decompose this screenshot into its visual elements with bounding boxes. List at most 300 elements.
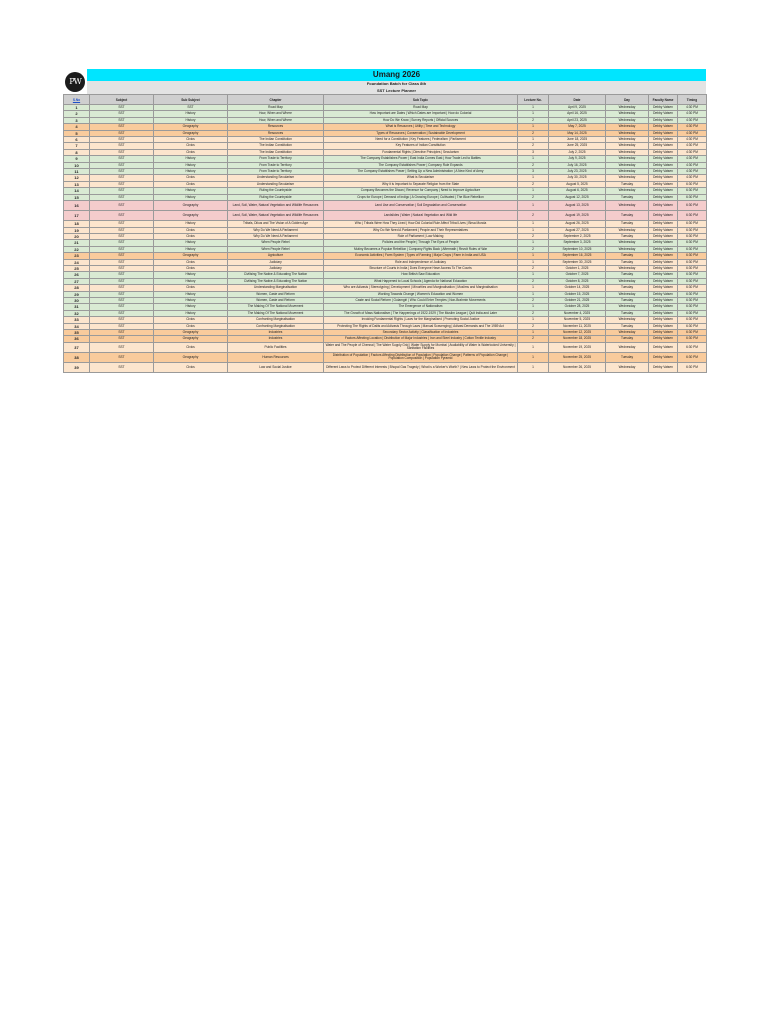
- table-row: [64, 352, 707, 362]
- planner-subtitle: SST Lecture Planner: [87, 87, 706, 94]
- serial-number-cell: 29: [64, 291, 90, 297]
- timing-cell: 4:30 PM: [678, 156, 707, 162]
- chapter-cell: Ruling the Countryside: [228, 194, 324, 200]
- lecture-number-cell: 1: [518, 259, 549, 265]
- day-cell: Tuesday: [606, 336, 649, 342]
- timing-cell: 6:30 PM: [678, 221, 707, 227]
- day-cell: Tuesday: [606, 285, 649, 291]
- day-cell: Tuesday: [606, 352, 649, 362]
- subject-cell: SST: [90, 169, 154, 175]
- date-cell: July 30, 2025: [549, 175, 606, 181]
- sub-topic-cell: How British Saw Education: [324, 272, 518, 278]
- faculty-name-cell: Debby Vatsen: [649, 253, 678, 259]
- lecture-number-cell: 1: [518, 362, 549, 372]
- chapter-cell: Human Resources: [228, 352, 324, 362]
- day-cell: Tuesday: [606, 297, 649, 303]
- timing-cell: 6:30 PM: [678, 304, 707, 310]
- sub-topic-cell: The Company Establishes Power | East India Comes East | How Trade Led to Battles: [324, 156, 518, 162]
- serial-number-cell: 39: [64, 362, 90, 372]
- faculty-name-cell: Debby Vatsen: [649, 265, 678, 271]
- date-cell: August 26, 2025: [549, 221, 606, 227]
- subject-cell: SST: [90, 188, 154, 194]
- timing-cell: 6:30 PM: [678, 285, 707, 291]
- sub-topic-cell: Mutiny Becomes a Popular Rebellion | Company Fights Back | Aftermath | Revolt Rules of War: [324, 246, 518, 252]
- chapter-cell: When People Rebel: [228, 246, 324, 252]
- date-cell: August 12, 2025: [549, 194, 606, 200]
- serial-number-cell: 6: [64, 137, 90, 143]
- date-cell: November 19, 2025: [549, 342, 606, 352]
- day-cell: Wednesday: [606, 162, 649, 168]
- serial-number-cell: 17: [64, 211, 90, 221]
- subject-cell: SST: [90, 240, 154, 246]
- serial-number-cell: 8: [64, 149, 90, 155]
- sub-subject-cell: SST: [154, 105, 228, 111]
- lecture-number-cell: 1: [518, 352, 549, 362]
- faculty-name-cell: Debby Vatsen: [649, 181, 678, 187]
- faculty-name-cell: Debby Vatsen: [649, 323, 678, 329]
- date-cell: September 10, 2025: [549, 246, 606, 252]
- date-cell: July 9, 2025: [549, 156, 606, 162]
- chapter-cell: Industries: [228, 336, 324, 342]
- sub-topic-cell: What is Resources | Utility | Time and Technology: [324, 124, 518, 130]
- sub-topic-cell: Who are Adivasis | Stereotyping | Development | Minorities and Marginalisation | Muslims and Marginalisation: [324, 285, 518, 291]
- lecture-number-cell: 2: [518, 297, 549, 303]
- chapter-cell: The Indian Constitution: [228, 137, 324, 143]
- date-cell: October 8, 2025: [549, 278, 606, 284]
- date-cell: April 23, 2025: [549, 117, 606, 123]
- day-cell: Wednesday: [606, 246, 649, 252]
- faculty-name-cell: Debby Vatsen: [649, 342, 678, 352]
- serial-number-cell: 35: [64, 330, 90, 336]
- chapter-cell: Industries: [228, 330, 324, 336]
- faculty-name-cell: Debby Vatsen: [649, 130, 678, 136]
- serial-number-cell: 22: [64, 246, 90, 252]
- sub-subject-cell: Civics: [154, 233, 228, 239]
- chapter-cell: Women, Caste and Reform: [228, 291, 324, 297]
- lecture-number-cell: 2: [518, 310, 549, 316]
- sub-topic-cell: Factors Affecting Location | Distribution of Major Industries | Iron and Steel Industry | Cotton Textile Industry: [324, 336, 518, 342]
- sub-subject-cell: Geography: [154, 201, 228, 211]
- timing-cell: 6:30 PM: [678, 272, 707, 278]
- chapter-cell: From Trade to Territory: [228, 162, 324, 168]
- sub-subject-cell: Civics: [154, 143, 228, 149]
- serial-number-cell: 2: [64, 111, 90, 117]
- faculty-name-cell: Debby Vatsen: [649, 227, 678, 233]
- date-cell: October 14, 2025: [549, 285, 606, 291]
- sub-subject-cell: History: [154, 304, 228, 310]
- sub-topic-cell: The Company Establishes Power | Setting Up a New Administration | A New Kind of Army: [324, 169, 518, 175]
- faculty-name-cell: Debby Vatsen: [649, 117, 678, 123]
- faculty-name-cell: Debby Vatsen: [649, 233, 678, 239]
- chapter-cell: Understanding Secularism: [228, 181, 324, 187]
- date-cell: October 21, 2025: [549, 297, 606, 303]
- date-cell: November 4, 2025: [549, 310, 606, 316]
- subject-cell: SST: [90, 201, 154, 211]
- subject-cell: SST: [90, 323, 154, 329]
- day-cell: Tuesday: [606, 253, 649, 259]
- timing-cell: 6:30 PM: [678, 362, 707, 372]
- faculty-name-cell: Debby Vatsen: [649, 188, 678, 194]
- timing-cell: 4:30 PM: [678, 143, 707, 149]
- sub-subject-cell: Civics: [154, 259, 228, 265]
- date-cell: November 25, 2025: [549, 352, 606, 362]
- batch-subtitle: Foundation Batch for Class 8th: [87, 81, 706, 87]
- sub-subject-cell: Civics: [154, 342, 228, 352]
- date-cell: September 2, 2025: [549, 233, 606, 239]
- date-cell: April 16, 2025: [549, 111, 606, 117]
- serial-number-cell: 15: [64, 194, 90, 200]
- date-cell: July 2, 2025: [549, 149, 606, 155]
- sub-subject-cell: Geography: [154, 352, 228, 362]
- table-row: [64, 211, 707, 221]
- day-cell: Wednesday: [606, 362, 649, 372]
- day-cell: Wednesday: [606, 143, 649, 149]
- column-header-faculty-name: Faculty Name: [649, 95, 678, 105]
- day-cell: Wednesday: [606, 278, 649, 284]
- serial-number-cell: 13: [64, 181, 90, 187]
- faculty-name-cell: Debby Vatsen: [649, 278, 678, 284]
- chapter-cell: How, When and Where: [228, 111, 324, 117]
- faculty-name-cell: Debby Vatsen: [649, 124, 678, 130]
- sub-subject-cell: History: [154, 272, 228, 278]
- timing-cell: 6:30 PM: [678, 201, 707, 211]
- lecture-number-cell: 1: [518, 330, 549, 336]
- timing-cell: 4:30 PM: [678, 105, 707, 111]
- chapter-cell: Understanding Marginalisation: [228, 285, 324, 291]
- sub-topic-cell: Types of Resources | Conservation | Sustainable Development: [324, 130, 518, 136]
- lecture-number-cell: 2: [518, 211, 549, 221]
- chapter-cell: The Indian Constitution: [228, 149, 324, 155]
- subject-cell: SST: [90, 143, 154, 149]
- date-cell: August 13, 2025: [549, 201, 606, 211]
- day-cell: Tuesday: [606, 233, 649, 239]
- sub-topic-cell: Invoking Fundamental Rights | Laws for the Marginalised | Promoting Social Justice: [324, 317, 518, 323]
- date-cell: July 16, 2025: [549, 162, 606, 168]
- faculty-name-cell: Debby Vatsen: [649, 362, 678, 372]
- faculty-name-cell: Debby Vatsen: [649, 259, 678, 265]
- serial-number-cell: 20: [64, 233, 90, 239]
- faculty-name-cell: Debby Vatsen: [649, 137, 678, 143]
- pw-logo-icon: PW: [65, 72, 85, 92]
- sub-topic-cell: The Growth of Mass Nationalism | The Happenings of 1922-1929 | The Muslim League | Quit India and Later: [324, 310, 518, 316]
- subject-cell: SST: [90, 291, 154, 297]
- lecture-number-cell: 1: [518, 272, 549, 278]
- pw-logo: [63, 69, 87, 94]
- faculty-name-cell: Debby Vatsen: [649, 105, 678, 111]
- day-cell: Wednesday: [606, 169, 649, 175]
- day-cell: Wednesday: [606, 265, 649, 271]
- date-cell: August 5, 2025: [549, 181, 606, 187]
- subject-cell: SST: [90, 233, 154, 239]
- sub-topic-cell: The Emergence of Nationalism: [324, 304, 518, 310]
- sub-subject-cell: Geography: [154, 336, 228, 342]
- day-cell: Wednesday: [606, 117, 649, 123]
- subject-cell: SST: [90, 278, 154, 284]
- table-row: [64, 201, 707, 211]
- subject-cell: SST: [90, 297, 154, 303]
- chapter-cell: The Making Of The National Movement: [228, 304, 324, 310]
- timing-cell: 6:30 PM: [678, 330, 707, 336]
- timing-cell: 4:30 PM: [678, 117, 707, 123]
- subject-cell: SST: [90, 181, 154, 187]
- chapter-cell: Judiciary: [228, 259, 324, 265]
- date-cell: July 23, 2025: [549, 169, 606, 175]
- lecture-number-cell: 1: [518, 111, 549, 117]
- sub-subject-cell: Geography: [154, 130, 228, 136]
- serial-number-cell: 4: [64, 124, 90, 130]
- faculty-name-cell: Debby Vatsen: [649, 272, 678, 278]
- lecture-number-cell: 1: [518, 317, 549, 323]
- sub-subject-cell: History: [154, 162, 228, 168]
- lecture-number-cell: 2: [518, 323, 549, 329]
- day-cell: Wednesday: [606, 137, 649, 143]
- day-cell: Wednesday: [606, 227, 649, 233]
- date-cell: November 18, 2025: [549, 336, 606, 342]
- date-cell: September 16, 2025: [549, 253, 606, 259]
- column-header-date: Date: [549, 95, 606, 105]
- chapter-cell: Understanding Secularism: [228, 175, 324, 181]
- column-header-lecture-no: Lecture No.: [518, 95, 549, 105]
- date-cell: September 30, 2025: [549, 259, 606, 265]
- date-cell: November 11, 2025: [549, 323, 606, 329]
- subject-cell: SST: [90, 175, 154, 181]
- chapter-cell: Confronting Marginalisation: [228, 317, 324, 323]
- date-cell: November 5, 2025: [549, 317, 606, 323]
- sub-subject-cell: History: [154, 188, 228, 194]
- serial-number-cell: 10: [64, 162, 90, 168]
- subject-cell: SST: [90, 105, 154, 111]
- serial-number-cell: 25: [64, 265, 90, 271]
- chapter-cell: Public Facilities: [228, 342, 324, 352]
- faculty-name-cell: Debby Vatsen: [649, 285, 678, 291]
- sub-topic-cell: What is Secularism: [324, 175, 518, 181]
- date-cell: September 3, 2025: [549, 240, 606, 246]
- sub-topic-cell: Secondary Sector Activity | Classification of Industries: [324, 330, 518, 336]
- sub-subject-cell: Civics: [154, 323, 228, 329]
- serial-number-cell: 37: [64, 342, 90, 352]
- column-header-chapter: Chapter: [228, 95, 324, 105]
- lecture-number-cell: 2: [518, 117, 549, 123]
- serial-number-cell: 18: [64, 221, 90, 227]
- lecture-number-cell: 1: [518, 188, 549, 194]
- day-cell: Tuesday: [606, 221, 649, 227]
- day-cell: Tuesday: [606, 259, 649, 265]
- sub-subject-cell: History: [154, 156, 228, 162]
- sub-topic-cell: Protecting The Rights of Dalits and Adivasis Through Laws | Manual Scavenging | Adivasi Demands and The 1989 Act: [324, 323, 518, 329]
- lecture-number-cell: 1: [518, 227, 549, 233]
- date-cell: November 12, 2025: [549, 330, 606, 336]
- subject-cell: SST: [90, 137, 154, 143]
- serial-number-cell: 5: [64, 130, 90, 136]
- sub-subject-cell: History: [154, 117, 228, 123]
- date-cell: August 6, 2025: [549, 188, 606, 194]
- sub-subject-cell: Civics: [154, 175, 228, 181]
- chapter-cell: Why Do We Need A Parliament: [228, 227, 324, 233]
- timing-cell: 4:30 PM: [678, 149, 707, 155]
- lecture-number-cell: 1: [518, 342, 549, 352]
- day-cell: Wednesday: [606, 105, 649, 111]
- subject-cell: SST: [90, 304, 154, 310]
- lecture-number-cell: 1: [518, 221, 549, 227]
- sub-topic-cell: Road Map: [324, 105, 518, 111]
- chapter-cell: The Making Of The National Movement: [228, 310, 324, 316]
- sub-subject-cell: History: [154, 297, 228, 303]
- sub-subject-cell: History: [154, 291, 228, 297]
- day-cell: Wednesday: [606, 149, 649, 155]
- sub-subject-cell: Civics: [154, 149, 228, 155]
- timing-cell: 6:30 PM: [678, 181, 707, 187]
- day-cell: Tuesday: [606, 181, 649, 187]
- sub-subject-cell: Civics: [154, 285, 228, 291]
- sub-subject-cell: Geography: [154, 211, 228, 221]
- faculty-name-cell: Debby Vatsen: [649, 111, 678, 117]
- sub-subject-cell: Civics: [154, 362, 228, 372]
- timing-cell: 4:30 PM: [678, 111, 707, 117]
- faculty-name-cell: Debby Vatsen: [649, 149, 678, 155]
- day-cell: Wednesday: [606, 156, 649, 162]
- lecture-number-cell: 2: [518, 336, 549, 342]
- serial-number-cell: 9: [64, 156, 90, 162]
- sub-topic-cell: Need for a Constitution | Key Features | Federalism | Parliament: [324, 137, 518, 143]
- timing-cell: 6:30 PM: [678, 194, 707, 200]
- sub-subject-cell: History: [154, 240, 228, 246]
- sub-topic-cell: How Important are Dates | Which Dates are Important | How do Colonial: [324, 111, 518, 117]
- subject-cell: SST: [90, 336, 154, 342]
- lecture-number-cell: 1: [518, 156, 549, 162]
- serial-number-cell: 33: [64, 317, 90, 323]
- sub-subject-cell: Geography: [154, 330, 228, 336]
- chapter-cell: Why Do We Need A Parliament: [228, 233, 324, 239]
- chapter-cell: Tribals, Dikus and The Vision of A Golden Age: [228, 221, 324, 227]
- day-cell: Wednesday: [606, 330, 649, 336]
- page-title: Umang 2026: [87, 69, 706, 81]
- subject-cell: SST: [90, 124, 154, 130]
- column-header-sub-subject: Sub Subject: [154, 95, 228, 105]
- chapter-cell: Civilising The Native & Educating The Nation: [228, 278, 324, 284]
- date-cell: August 19, 2025: [549, 211, 606, 221]
- sub-subject-cell: Geography: [154, 124, 228, 130]
- faculty-name-cell: Debby Vatsen: [649, 194, 678, 200]
- timing-cell: 6:30 PM: [678, 278, 707, 284]
- day-cell: Wednesday: [606, 188, 649, 194]
- sub-subject-cell: Civics: [154, 265, 228, 271]
- subject-cell: SST: [90, 310, 154, 316]
- timing-cell: 6:30 PM: [678, 211, 707, 221]
- lecture-number-cell: 1: [518, 124, 549, 130]
- subject-cell: SST: [90, 342, 154, 352]
- faculty-name-cell: Debby Vatsen: [649, 162, 678, 168]
- lecture-number-cell: 3: [518, 149, 549, 155]
- day-cell: Tuesday: [606, 211, 649, 221]
- chapter-cell: When People Rebel: [228, 240, 324, 246]
- subject-cell: SST: [90, 259, 154, 265]
- date-cell: June 25, 2025: [549, 143, 606, 149]
- chapter-cell: Judiciary: [228, 265, 324, 271]
- lecture-planner-sheet: [63, 69, 706, 373]
- chapter-cell: The Indian Constitution: [228, 143, 324, 149]
- table-row: [64, 362, 707, 372]
- chapter-cell: Land, Soil, Water, Natural Vegetation and Wildlife Resources: [228, 201, 324, 211]
- lecture-number-cell: 1: [518, 285, 549, 291]
- lecture-number-cell: 2: [518, 265, 549, 271]
- subject-cell: SST: [90, 317, 154, 323]
- chapter-cell: Agriculture: [228, 253, 324, 259]
- day-cell: Tuesday: [606, 310, 649, 316]
- faculty-name-cell: Debby Vatsen: [649, 169, 678, 175]
- date-cell: November 26, 2025: [549, 362, 606, 372]
- faculty-name-cell: Debby Vatsen: [649, 143, 678, 149]
- subject-cell: SST: [90, 272, 154, 278]
- lecture-number-cell: 2: [518, 162, 549, 168]
- faculty-name-cell: Debby Vatsen: [649, 310, 678, 316]
- timing-cell: 6:30 PM: [678, 233, 707, 239]
- lecture-number-cell: 3: [518, 169, 549, 175]
- timing-cell: 6:30 PM: [678, 342, 707, 352]
- faculty-name-cell: Debby Vatsen: [649, 291, 678, 297]
- timing-cell: 4:30 PM: [678, 137, 707, 143]
- lecture-number-cell: 2: [518, 233, 549, 239]
- chapter-cell: Land, Soil, Water, Natural Vegetation and Wildlife Resources: [228, 211, 324, 221]
- lecture-number-cell: 1: [518, 240, 549, 246]
- faculty-name-cell: Debby Vatsen: [649, 352, 678, 362]
- subject-cell: SST: [90, 330, 154, 336]
- lecture-number-cell: 1: [518, 137, 549, 143]
- chapter-cell: Women, Caste and Reform: [228, 297, 324, 303]
- sub-topic-cell: Crops for Europe | Demand of Indigo | A Growing Europe | Cultivated | The Blue Rebellion: [324, 194, 518, 200]
- timing-cell: 4:30 PM: [678, 169, 707, 175]
- chapter-cell: Confronting Marginalisation: [228, 323, 324, 329]
- faculty-name-cell: Debby Vatsen: [649, 336, 678, 342]
- subject-cell: SST: [90, 149, 154, 155]
- faculty-name-cell: Debby Vatsen: [649, 297, 678, 303]
- timing-cell: 6:30 PM: [678, 317, 707, 323]
- day-cell: Wednesday: [606, 304, 649, 310]
- date-cell: October 7, 2025: [549, 272, 606, 278]
- timing-cell: 6:30 PM: [678, 227, 707, 233]
- subject-cell: SST: [90, 265, 154, 271]
- chapter-cell: Road Map: [228, 105, 324, 111]
- timing-cell: 6:30 PM: [678, 336, 707, 342]
- sub-topic-cell: Working Towards Change | Women's Education and Women: [324, 291, 518, 297]
- chapter-cell: Resources: [228, 124, 324, 130]
- serial-number-cell: 12: [64, 175, 90, 181]
- sub-topic-cell: Economic Activities | Farm System | Types of Farming | Major Crops | Farm in India and USA: [324, 253, 518, 259]
- sub-subject-cell: History: [154, 111, 228, 117]
- serial-number-cell: 3: [64, 117, 90, 123]
- date-cell: April 9, 2025: [549, 105, 606, 111]
- table-header-row: [64, 95, 707, 105]
- sub-subject-cell: Civics: [154, 317, 228, 323]
- subject-cell: SST: [90, 117, 154, 123]
- subject-cell: SST: [90, 221, 154, 227]
- subject-cell: SST: [90, 194, 154, 200]
- subject-cell: SST: [90, 253, 154, 259]
- sub-subject-cell: History: [154, 310, 228, 316]
- chapter-cell: Ruling the Countryside: [228, 188, 324, 194]
- sub-topic-cell: What Happened to Local Schools | Agenda for National Education: [324, 278, 518, 284]
- date-cell: October 28, 2025: [549, 304, 606, 310]
- serial-number-cell: 19: [64, 227, 90, 233]
- column-header-s-no[interactable]: S.No: [64, 95, 90, 105]
- lecture-number-cell: 2: [518, 246, 549, 252]
- serial-number-cell: 23: [64, 253, 90, 259]
- subject-cell: SST: [90, 227, 154, 233]
- sub-subject-cell: Geography: [154, 253, 228, 259]
- timing-cell: 4:30 PM: [678, 175, 707, 181]
- faculty-name-cell: Debby Vatsen: [649, 201, 678, 211]
- timing-cell: 4:30 PM: [678, 130, 707, 136]
- day-cell: Tuesday: [606, 194, 649, 200]
